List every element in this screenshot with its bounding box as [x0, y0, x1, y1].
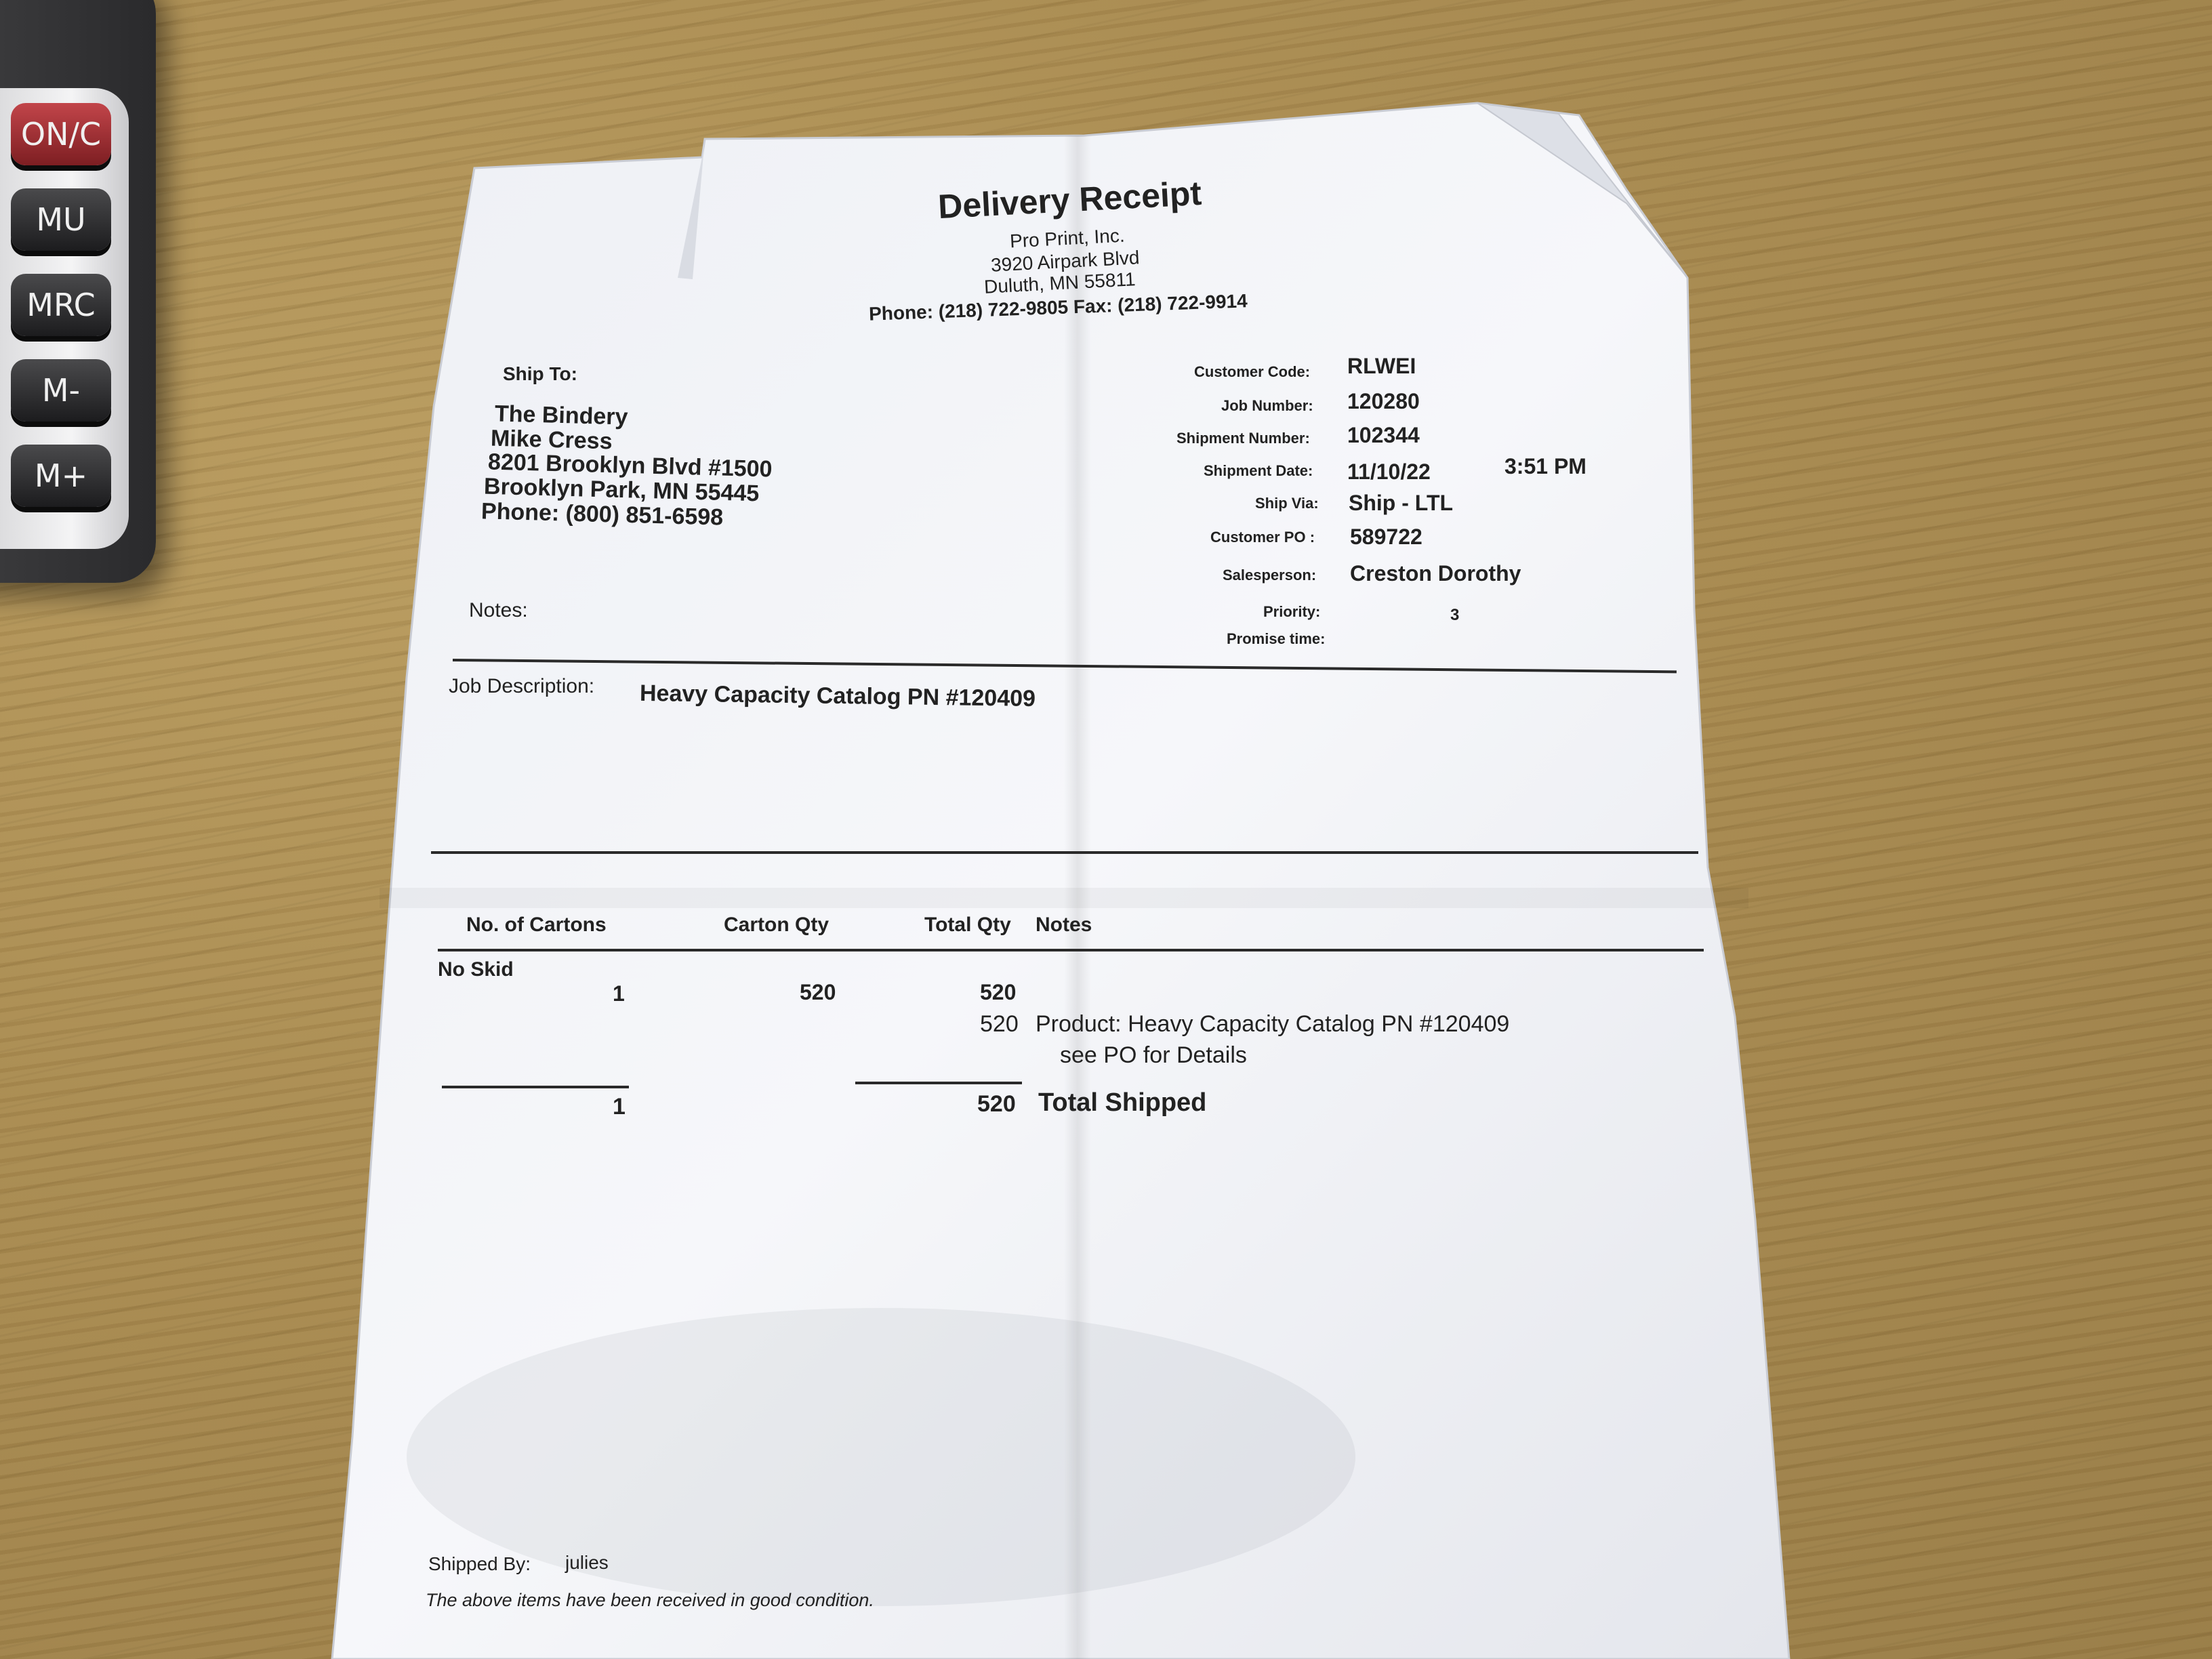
- salesperson-label: Salesperson:: [1223, 567, 1317, 583]
- header-notes: Notes: [1036, 914, 1092, 936]
- shipped-by-label: Shipped By:: [428, 1553, 531, 1574]
- customer-po-label: Customer PO :: [1210, 529, 1315, 546]
- table-header-divider: [438, 949, 1704, 951]
- company-name: Pro Print, Inc.: [1009, 224, 1126, 252]
- product-qty: 520: [980, 1011, 1019, 1037]
- job-description-value: Heavy Capacity Catalog PN #120409: [639, 680, 1036, 712]
- ship-to-label: Ship To:: [503, 363, 577, 384]
- ship-to-street: 8201 Brooklyn Blvd #1500: [487, 449, 773, 483]
- ship-to-name: The Bindery: [494, 401, 628, 430]
- shipment-time-value: 3:51 PM: [1504, 454, 1586, 478]
- shipment-date-value: 11/10/22: [1347, 459, 1431, 484]
- promise-time-label: Promise time:: [1227, 630, 1326, 647]
- ship-via-value: Ship - LTL: [1349, 491, 1454, 515]
- group-label-no-skid: No Skid: [438, 958, 514, 981]
- receipt-title: Delivery Receipt: [937, 173, 1203, 226]
- header-carton-qty: Carton Qty: [724, 914, 830, 936]
- company-phone-fax: Phone: (218) 722-9805 Fax: (218) 722-9914: [868, 290, 1248, 325]
- company-address-line2: Duluth, MN 55811: [983, 268, 1136, 298]
- cartons-total-rule: [442, 1086, 629, 1088]
- shipment-date-label: Shipment Date:: [1204, 462, 1313, 479]
- calculator-key-m-plus: M+: [11, 445, 111, 507]
- job-description-label: Job Description:: [449, 675, 595, 697]
- ship-to-contact: Mike Cress: [490, 425, 613, 455]
- calculator-key-m-minus: M-: [11, 359, 111, 422]
- customer-code-value: RLWEI: [1347, 354, 1416, 378]
- row-carton-qty: 520: [800, 980, 836, 1004]
- job-number-value: 120280: [1347, 389, 1420, 413]
- salesperson-value: Creston Dorothy: [1350, 561, 1521, 586]
- priority-value: 3: [1450, 606, 1460, 624]
- job-description-divider: [431, 851, 1698, 854]
- ship-to-city: Brooklyn Park, MN 55445: [483, 473, 760, 507]
- shipment-number-value: 102344: [1347, 423, 1420, 447]
- priority-label: Priority:: [1263, 603, 1321, 620]
- row-total-qty: 520: [980, 980, 1017, 1004]
- calculator-key-on-c: ON/C: [11, 103, 111, 165]
- job-number-label: Job Number:: [1221, 397, 1313, 414]
- total-cartons: 1: [613, 1094, 626, 1120]
- customer-po-value: 589722: [1350, 525, 1422, 549]
- ship-to-phone: Phone: (800) 851-6598: [480, 498, 724, 531]
- total-shipped-label: Total Shipped: [1038, 1088, 1207, 1117]
- row-cartons: 1: [613, 981, 625, 1006]
- customer-code-label: Customer Code:: [1194, 363, 1311, 380]
- received-statement: The above items have been received in good condition.: [426, 1590, 874, 1610]
- notes-label: Notes:: [469, 599, 528, 621]
- company-address-line1: 3920 Airpark Blvd: [990, 247, 1141, 276]
- header-total-qty: Total Qty: [924, 914, 1011, 936]
- product-note: Product: Heavy Capacity Catalog PN #120409: [1036, 1011, 1510, 1037]
- ship-via-label: Ship Via:: [1255, 495, 1319, 512]
- calculator-key-mrc: MRC: [11, 274, 111, 336]
- shipment-number-label: Shipment Number:: [1176, 430, 1310, 447]
- calculator-key-mu: MU: [11, 188, 111, 251]
- shipped-by-value: julies: [565, 1552, 609, 1573]
- qty-total-rule: [855, 1082, 1022, 1084]
- header-no-of-cartons: No. of Cartons: [466, 914, 607, 936]
- product-subnote: see PO for Details: [1060, 1042, 1247, 1068]
- total-qty: 520: [977, 1091, 1016, 1117]
